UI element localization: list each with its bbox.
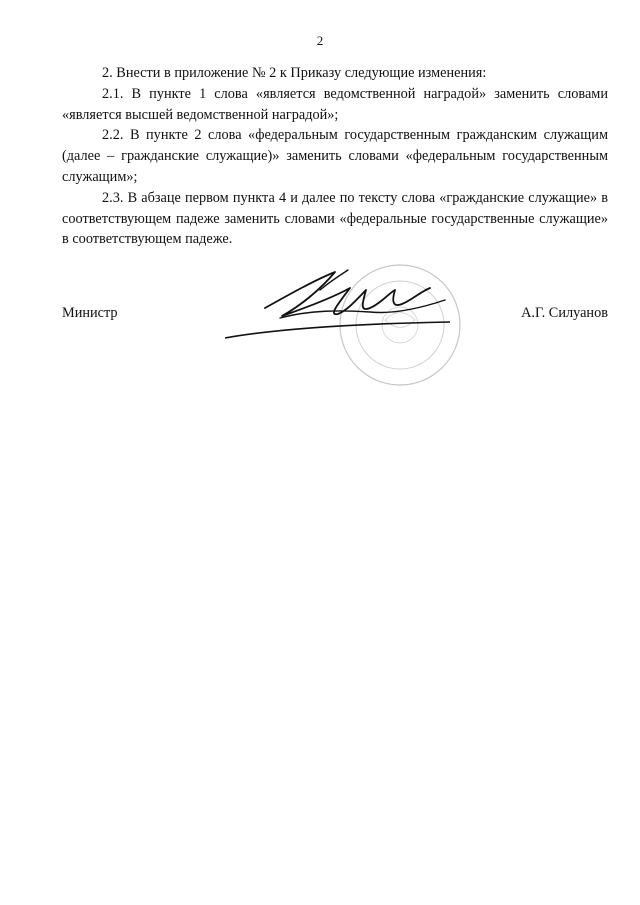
- paragraph: 2.3. В абзаце первом пункта 4 и далее по тексту слова «гражданские служащие» в соответствующем падеже заменить словами «федеральные государственные служащие» в соответствующем падеже.: [62, 189, 608, 248]
- paragraph: 2.1. В пункте 1 слова «является ведомственной наградой» заменить словами «является высшей ведомственной наградой»;: [62, 85, 608, 123]
- document-body: [62, 63, 608, 250]
- paragraph: 2.2. В пункте 2 слова «федеральным государственным гражданским служащим (далее – гражданские служащие)» заменить словами «федеральным государственным служащим»;: [62, 127, 608, 185]
- paragraph: 2. Внести в приложение № 2 к Приказу следующие изменения:: [102, 65, 487, 81]
- handwritten-signature: [220, 260, 460, 370]
- signature-block: [0, 300, 640, 420]
- signer-title: Министр: [62, 305, 118, 321]
- page-number: 2: [316, 33, 324, 48]
- signer-name: А.Г. Силуанов: [521, 305, 608, 321]
